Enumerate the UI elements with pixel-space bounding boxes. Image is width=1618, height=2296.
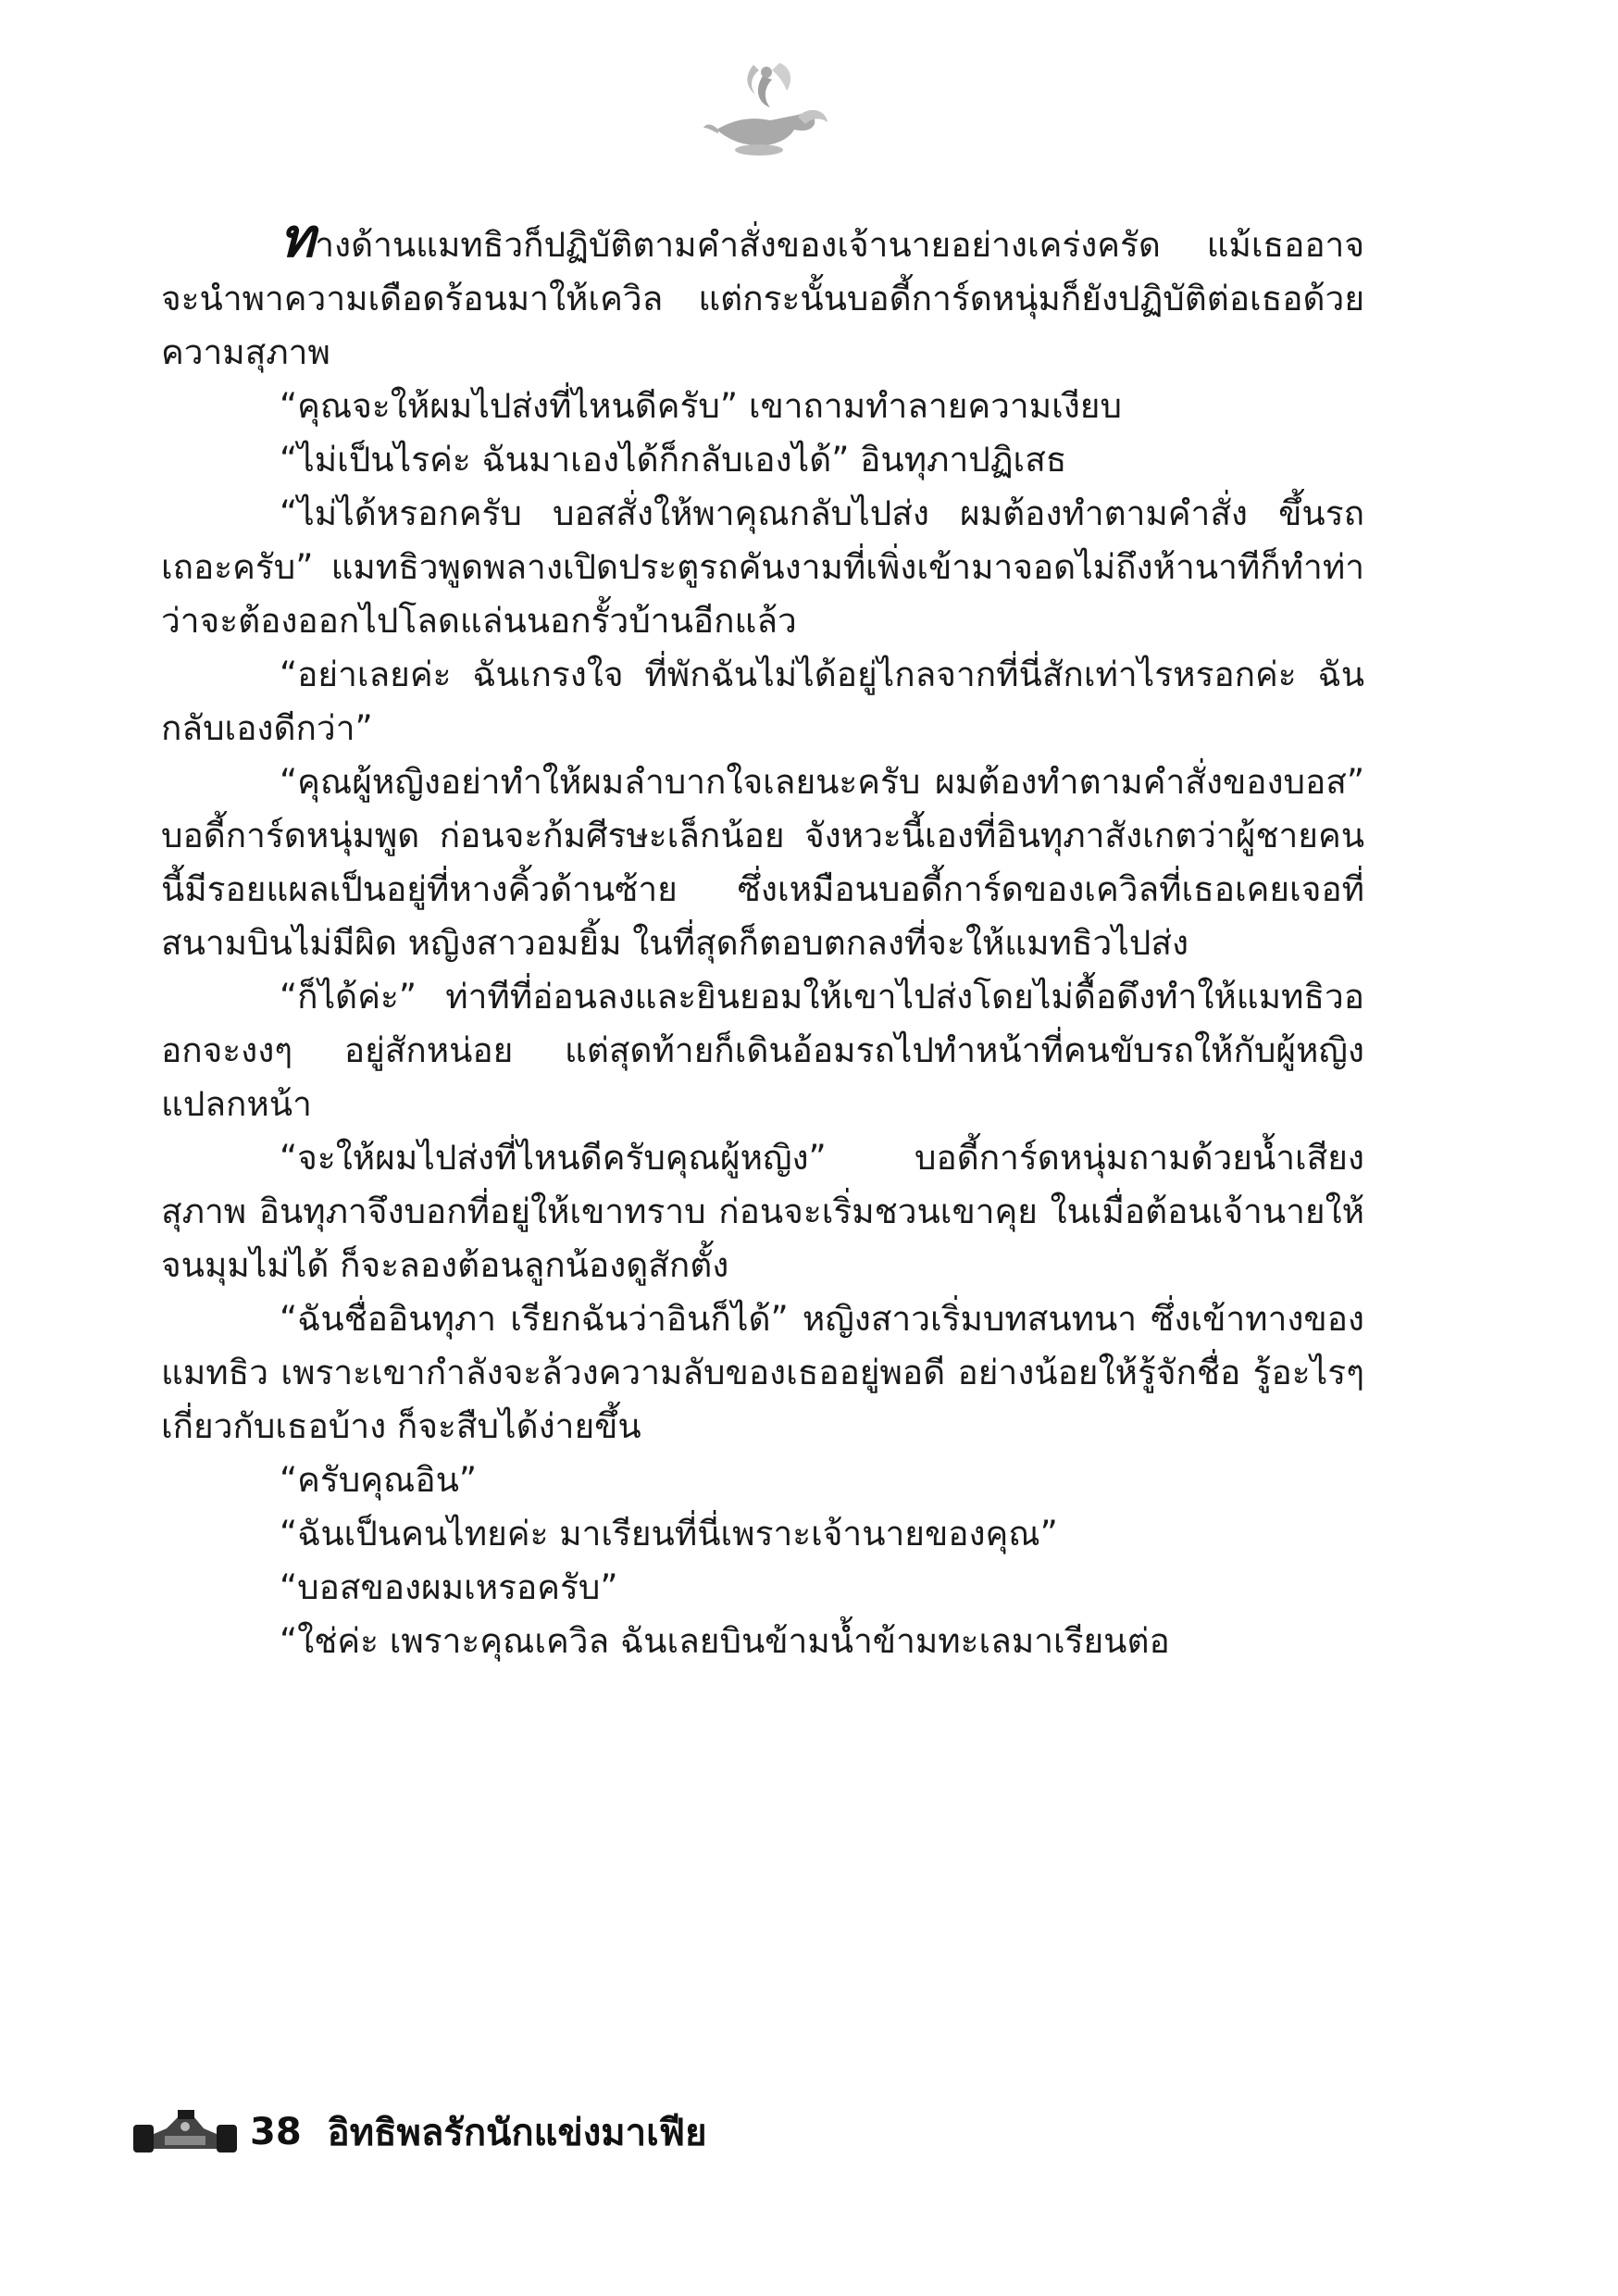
paragraph (161, 1131, 1364, 1292)
race-car-icon (130, 2106, 241, 2158)
paragraph-text: “ฉันชื่ออินทุภา เรียกฉันว่าอินก็ได้” หญิงสาวเริ่มบทสนทนา ซึ่งเข้าทางของแมทธิว เพราะเขากำลังจะล้วงความลับของเธออยู่พอดี อย่างน้อยให้รู้จักชื่อ รู้อะไรๆ เกี่ยวกับเธอบ้าง ก็จะสืบได้ง่ายขึ้น (161, 1299, 1364, 1446)
paragraph-text: “จะให้ผมไปส่งที่ไหนดีครับคุณผู้หญิง” บอดี้การ์ดหนุ่มถามด้วยน้ำเสียงสุภาพ อินทุภาจึงบอกที่อยู่ให้เขาทราบ ก่อนจะเริ่มชวนเขาคุย ในเมื่อต้อนเจ้านายให้จนมุมไม่ได้ ก็จะลองต้อนลูกน้องดูสักตั้ง (161, 1138, 1364, 1285)
paragraph (161, 433, 1364, 487)
paragraph-text: “ไม่ได้หรอกครับ บอสสั่งให้พาคุณกลับไปส่ง ผมต้องทำตามคำสั่ง ขึ้นรถเถอะครับ” แมทธิวพูดพลางเปิดประตูรถคันงามที่เพิ่งเข้ามาจอดไม่ถึงห้านาทีก็ทำท่าว่าจะต้องออกไปโลดแล่นนอกรั้วบ้านอีกแล้ว (161, 493, 1364, 641)
paragraph-text: “ฉันเป็นคนไทยค่ะ มาเรียนที่นี่เพราะเจ้านายของคุณ” (280, 1514, 1058, 1554)
paragraph (161, 1292, 1364, 1454)
paragraph-text: “ครับคุณอิน” (280, 1460, 478, 1500)
paragraph (161, 487, 1364, 648)
genie-lamp-icon (698, 57, 837, 161)
paragraph (161, 648, 1364, 755)
paragraph-text: “ใช่ค่ะ เพราะคุณเควิล ฉันเลยบินข้ามน้ำข้ามทะเลมาเรียนต่อ (280, 1621, 1170, 1661)
paragraph-text: างด้านแมทธิวก็ปฏิบัติตามคำสั่งของเจ้านายอย่างเคร่งครัด แม้เธออาจจะนำพาความเดือดร้อนมาให้เควิล แต่กระนั้นบอดี้การ์ดหนุ่มก็ยังปฏิบัติต่อเธอด้วยความสุภาพ (161, 225, 1364, 372)
drop-cap: ท (280, 206, 316, 269)
book-title: อิทธิพลรักนักแข่งมาเฟีย (327, 2112, 707, 2154)
paragraph (161, 1615, 1364, 1668)
paragraph-text: “คุณจะให้ผมไปส่งที่ไหนดีครับ” เขาถามทำลายความเงียบ (280, 386, 1122, 426)
paragraph-text: “ไม่เป็นไรค่ะ ฉันมาเองได้ก็กลับเองได้” อินทุภาปฏิเสธ (280, 440, 1067, 480)
page-footer (130, 2100, 707, 2165)
paragraph (161, 380, 1364, 433)
paragraph (161, 1561, 1364, 1615)
paragraph-text: “อย่าเลยค่ะ ฉันเกรงใจ ที่พักฉันไม่ได้อยู่ไกลจากที่นี่สักเท่าไรหรอกค่ะ ฉันกลับเองดีกว่า” (161, 655, 1364, 748)
paragraph (161, 1507, 1364, 1561)
paragraph (161, 206, 1364, 380)
paragraph-text: “บอสของผมเหรอครับ” (280, 1567, 618, 1607)
page-number: 38 (250, 2111, 302, 2153)
paragraph-text: “ก็ได้ค่ะ” ท่าทีที่อ่อนลงและยินยอมให้เขาไปส่งโดยไม่ดื้อดึงทำให้แมทธิวออกจะงงๆ อยู่สักหน่อย แต่สุดท้ายก็เดินอ้อมรถไปทำหน้าที่คนขับรถให้กับผู้หญิงแปลกหน้า (161, 977, 1364, 1124)
paragraph (161, 755, 1364, 970)
body-text (161, 206, 1364, 1668)
paragraph-text: “คุณผู้หญิงอย่าทำให้ผมลำบากใจเลยนะครับ ผมต้องทำตามคำสั่งของบอส” บอดี้การ์ดหนุ่มพูด ก่อนจะก้มศีรษะเล็กน้อย จังหวะนี้เองที่อินทุภาสังเกตว่าผู้ชายคนนี้มีรอยแผลเป็นอยู่ที่หางคิ้วด้านซ้าย ซึ่งเหมือนบอดี้การ์ดของเควิลที่เธอเคยเจอที่สนามบินไม่มีผิด หญิงสาวอมยิ้ม ในที่สุดก็ตอบตกลงที่จะให้แมทธิวไปส่ง (161, 762, 1364, 963)
paragraph (161, 970, 1364, 1131)
paragraph (161, 1454, 1364, 1507)
